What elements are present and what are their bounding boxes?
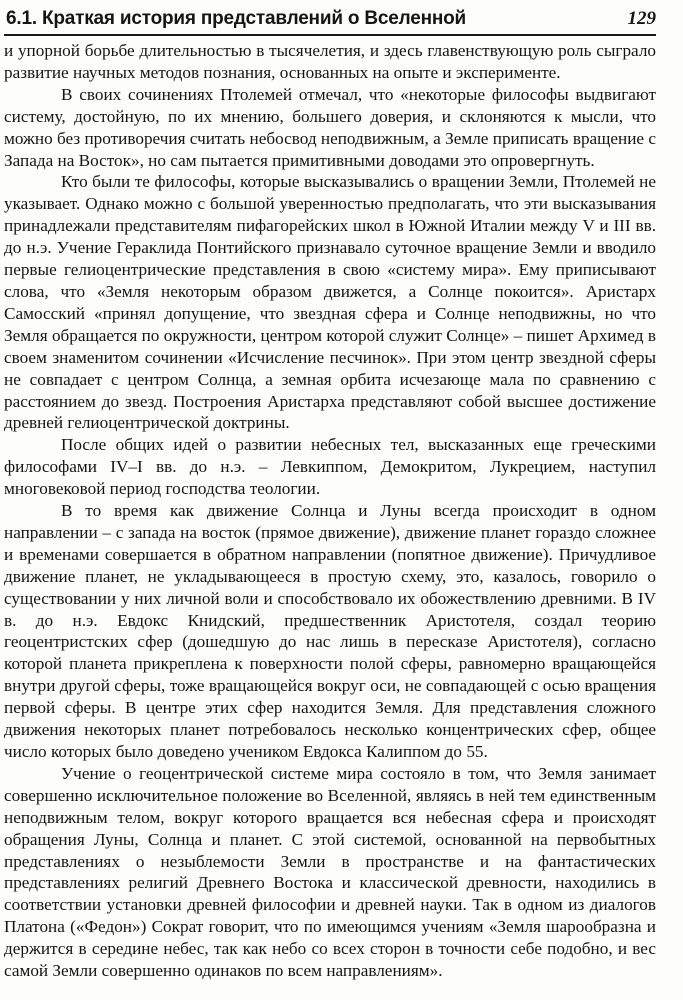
paragraph-theology: После общих идей о развитии небесных тел, высказанных еще греческими философами IV–I вв. до н.э. – Левкиппом, Демокритом, Лукрецием, наступил многовековой период господства теологии. (4, 435, 656, 499)
running-header (4, 8, 656, 36)
paragraph-ptolemy: В своих сочинениях Птолемей отмечал, что «некоторые философы выдвигают систему, достойную, по их мнению, большего доверия, и склоняются к мысли, что можно без противоречия считать небосвод неподвижным, а Земле приписать вращение с Запада на Восток», но сам пытается примитивными доводами это опровергнуть. (4, 84, 656, 170)
paragraph-continued: и упорной борьбе длительностью в тысячелетия, и здесь главенствующую роль сыграло развитие научных методов познания, основанных на опыте и эксперименте. (4, 41, 656, 82)
paragraph-philosophers: Кто были те философы, которые высказывались о вращении Земли, Птолемей не указывает. Однако можно с большой уверенностью предполагать, что эти высказывания принадлежали представителям пифагорейских школ в Южной Италии между V и III вв. до н.э. Учение Гераклида Понтийского признавало суточное вращение Земли и вводило первые гелиоцентрические представления в свою «систему мира». Ему приписывают слова, что «Земля некоторым образом движется, а Солнце покоится». Аристарх Самосский «принял допущение, что звездная сфера и Солнце неподвижны, но что Земля обращается по окружности, центром которой служит Солнце» – пишет Архимед в своем знаменитом сочинении «Исчисление песчинок». При этом центр звездной сферы не совпадает с центром Солнца, а земная орбита исчезающе мала по сравнению с расстоянием до звезд. Построения Аристарха представляют собой высшее достижение древней гелиоцентрической доктрины. (4, 172, 656, 433)
body-text (4, 40, 656, 982)
paragraph-geocentric: Учение о геоцентрической системе мира состояло в том, что Земля занимает совершенно исключительное положение во Вселенной, являясь в ней тем единственным неподвижным телом, вокруг которого вращается вся небесная сфера и происходят обращения Луны, Солнца и планет. С этой системой, основанной на первобытных представлениях о незыблемости Земли в пространстве и на фантастических представлениях религий Древнего Востока и классической древности, находились в соответствии установки древней философии и древней науки. Так в одном из диалогов Платона («Федон») Сократ говорит, что по имеющимся учениям «Земля шарообразна и держится в середине небес, так как небо со всех сторон в точности себе подобно, и вес самой Земли совершенно одинаков по всем направлениям». (4, 763, 656, 981)
page-number: 129 (627, 8, 656, 29)
paragraph-planet-motion: В то время как движение Солнца и Луны всегда происходит в одном направлении – с запада на восток (прямое движение), движение планет гораздо сложнее и временами совершается в обратном направлении (попятное движение). Причудливое движение планет, не укладывающееся в простую схему, это, казалось, говорило о существовании у них личной воли и способствовало их обожествлению древними. В IV в. до н.э. Евдокс Книдский, предшественник Аристотеля, создал теорию геоцентристских сфер (дошедшую до нас лишь в пересказе Аристотеля), согласно которой планета прикреплена к поверхности полой сферы, равномерно вращающейся внутри другой сферы, тоже вращающейся вокруг оси, не совпадающей с осью вращения первой сферы. В центре этих сфер находится Земля. Для представления сложного движения некоторых планет потребовалось несколько концентрических сфер, общее число которых было доведено учеником Евдокса Калиппом до 55. (4, 501, 656, 761)
section-title: 6.1. Краткая история представлений о Вселенной (6, 8, 467, 29)
